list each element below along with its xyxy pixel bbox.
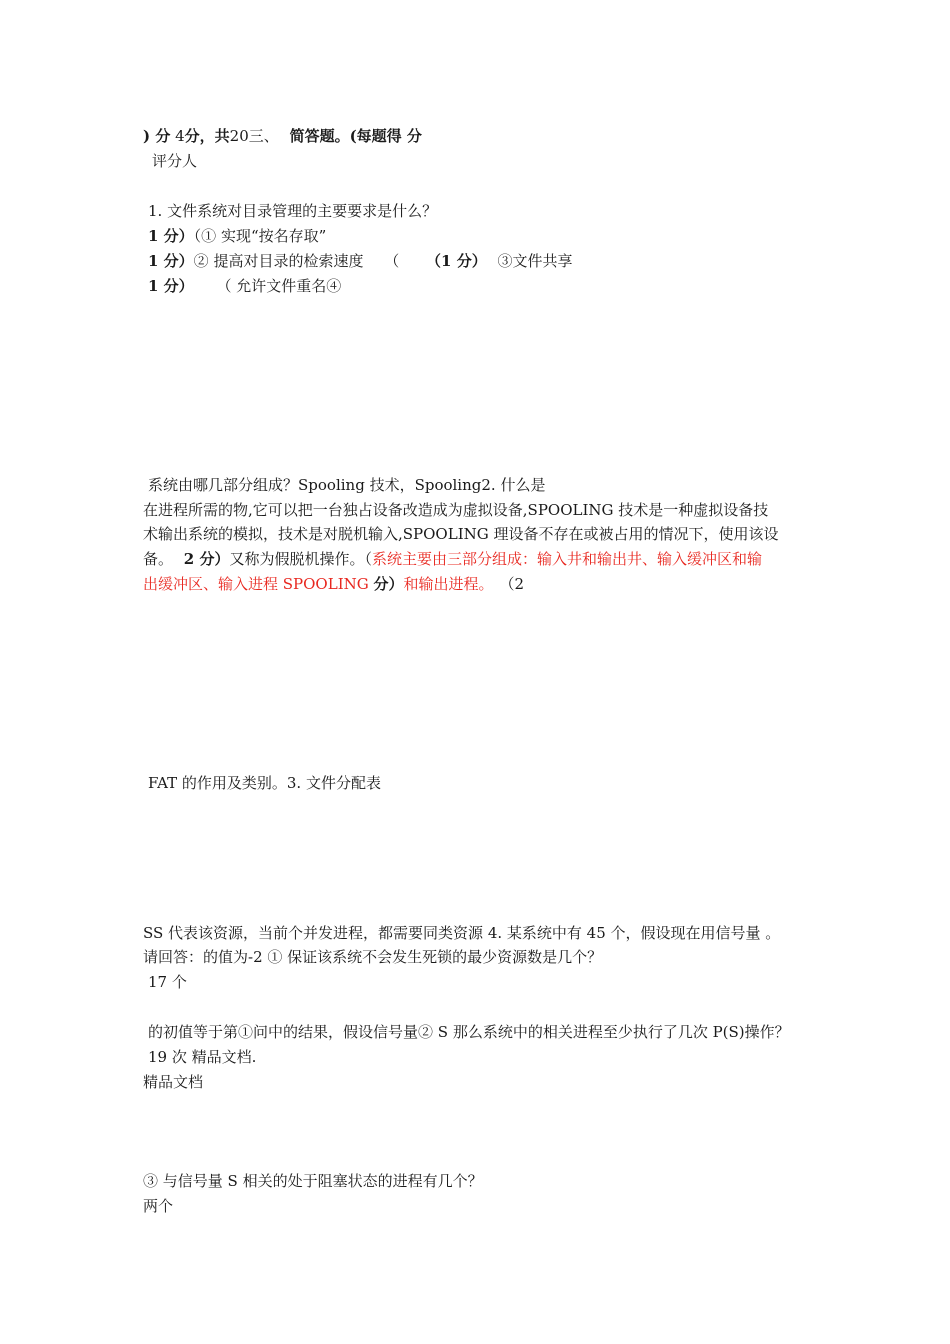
answer-text: （ [384, 252, 400, 270]
score-label: 2 分） [183, 550, 230, 568]
answer-text: ③文件共享 [497, 252, 573, 270]
heading-fragment: 简答题。(每题得 分 [289, 127, 422, 145]
highlighted-answer: 和输出进程。 [403, 575, 494, 593]
question-4-sub-3: ③ 与信号量 S 相关的处于阻塞状态的进程有几个？ [143, 1172, 483, 1190]
answer-line [143, 549, 762, 569]
answer-line [148, 251, 573, 271]
answer-text: （2 [499, 575, 525, 593]
answer-line: 17 个 [148, 973, 187, 991]
answer-line: 19 次 精品文档. [148, 1048, 257, 1066]
score-label: 1 分） [148, 227, 194, 245]
answer-line: 术输出系统的模拟，技术是对脱机输入,SPOOLING 理设备不存在或被占用的情况下，使用该设 [143, 525, 779, 543]
watermark-text: 精品文档 [143, 1073, 204, 1091]
heading-fragment: ) 分 [143, 127, 171, 145]
score-label: 1 分） [148, 252, 194, 270]
answer-text: 备。 [143, 550, 174, 568]
answer-line: 两个 [143, 1197, 174, 1215]
answer-line [148, 226, 326, 246]
answer-text: 允许文件重名④ [236, 277, 342, 295]
question-1: 1. 文件系统对目录管理的主要要求是什么？ [148, 202, 438, 220]
score-label: 分） [373, 575, 404, 593]
score-label: （1 分） [426, 252, 487, 270]
question-4: SS 代表该资源，当前个并发进程，都需要同类资源 4. 某系统中有 45 个，假设现在用信号量 。 [143, 924, 781, 942]
answer-line [143, 574, 524, 594]
section-heading [143, 126, 422, 146]
answer-text: （① 实现“按名存取” [193, 227, 327, 245]
question-2: 系统由哪几部分组成？Spooling 技术，Spooling2. 什么是 [148, 476, 546, 494]
heading-fragment: 三、 [248, 127, 279, 145]
answer-line: 在进程所需的物,它可以把一台独占设备改造成为虚拟设备,SPOOLING 技术是一种虚拟设备技 [143, 501, 769, 519]
question-3: FAT 的作用及类别。3. 文件分配表 [148, 774, 381, 792]
question-4-sub-1: 请回答：的值为-2 ① 保证该系统不会发生死锁的最少资源数是几个？ [143, 948, 603, 966]
answer-text: 又称为假脱机操作。（ [229, 550, 372, 568]
highlighted-answer: 系统主要由三部分组成：输入井和输出井、输入缓冲区和输 [371, 550, 762, 568]
heading-number: 4 [175, 127, 185, 145]
heading-fragment: 分，共 [184, 127, 230, 145]
answer-text: （ [216, 277, 232, 295]
answer-text: ② 提高对目录的检索速度 [193, 252, 364, 270]
score-label: 1 分） [148, 277, 194, 295]
question-4-sub-2: 的初值等于第①问中的结果，假设信号量② S 那么系统中的相关进程至少执行了几次 P(S)操作？ [148, 1023, 790, 1041]
heading-number: 20 [229, 127, 249, 145]
highlighted-answer: 出缓冲区、输入进程 SPOOLING [143, 575, 369, 593]
grader-label: 评分人 [152, 152, 198, 170]
answer-line [148, 276, 341, 296]
